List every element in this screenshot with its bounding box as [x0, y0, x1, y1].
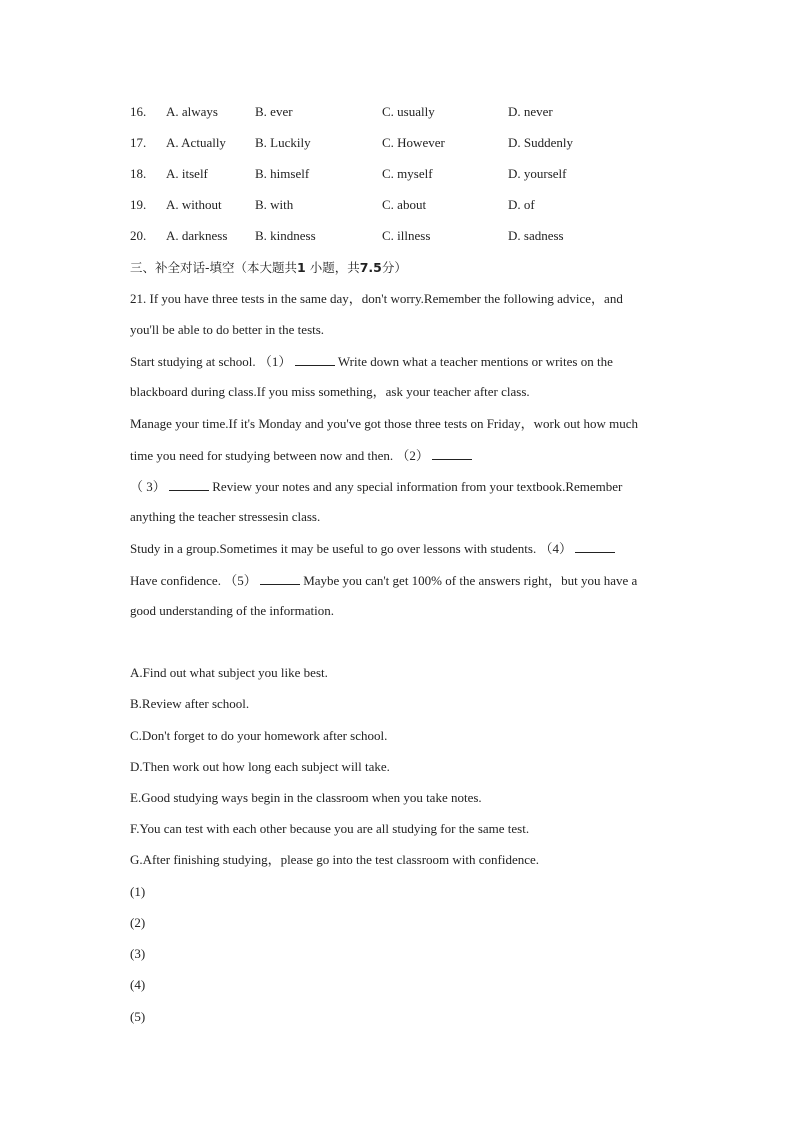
- option-item: B.Review after school.: [130, 696, 250, 711]
- option-b: B. Luckily: [255, 135, 311, 150]
- option-item: F.You can test with each other because you are all studying for the same test.: [130, 821, 530, 836]
- passage-line: 21. If you have three tests in the same day，don't worry.Remember the following advice，and: [130, 291, 623, 306]
- option-item: D.Then work out how long each subject will take.: [130, 759, 390, 774]
- answer-blank[interactable]: [260, 572, 300, 585]
- passage-line: anything the teacher stressesin class.: [130, 509, 321, 524]
- answer-label[interactable]: (2): [130, 915, 146, 930]
- option-item: E.Good studying ways begin in the classroom when you take notes.: [130, 790, 482, 805]
- option-b: B. kindness: [255, 228, 316, 243]
- passage-line: you'll be able to do better in the tests.: [130, 322, 325, 337]
- passage-line: Start studying at school. （1） Write down what a teacher mentions or writes on the: [130, 354, 613, 369]
- option-c: C. about: [382, 197, 427, 212]
- answer-blank[interactable]: [295, 353, 335, 366]
- option-c: C. illness: [382, 228, 431, 243]
- option-d: D. never: [508, 104, 553, 119]
- answer-label[interactable]: (1): [130, 884, 146, 899]
- option-item: G.After finishing studying，please go into the test classroom with confidence.: [130, 852, 540, 867]
- passage-line: good understanding of the information.: [130, 603, 334, 618]
- answer-label[interactable]: (3): [130, 946, 146, 961]
- score-value: 7.5: [359, 260, 382, 275]
- option-d: D. yourself: [508, 166, 567, 181]
- question-number: 20.: [130, 228, 147, 243]
- answer-blank[interactable]: [575, 540, 615, 553]
- option-b: B. ever: [255, 104, 293, 119]
- passage-line: blackboard during class.If you miss something，ask your teacher after class.: [130, 384, 530, 399]
- option-d: D. sadness: [508, 228, 564, 243]
- passage-line: Study in a group.Sometimes it may be useful to go over lessons with students. （4）: [130, 540, 615, 557]
- option-b: B. himself: [255, 166, 310, 181]
- option-item: C.Don't forget to do your homework after school.: [130, 728, 388, 743]
- passage-line: Manage your time.If it's Monday and you've got those three tests on Friday，work out how much: [130, 416, 638, 431]
- option-a: A. itself: [166, 166, 208, 181]
- question-number: 17.: [130, 135, 147, 150]
- passage-line: Have confidence. （5） Maybe you can't get 100% of the answers right，but you have a: [130, 573, 638, 588]
- answer-blank[interactable]: [169, 478, 209, 491]
- question-number: 18.: [130, 166, 147, 181]
- option-a: A. darkness: [166, 228, 228, 243]
- option-c: C. usually: [382, 104, 435, 119]
- answer-blank[interactable]: [432, 447, 472, 460]
- option-b: B. with: [255, 197, 294, 212]
- question-number: 19.: [130, 197, 147, 212]
- option-d: D. of: [508, 197, 535, 212]
- passage-line: （ 3） Review your notes and any special information from your textbook.Remember: [130, 479, 623, 494]
- question-count: 1: [297, 260, 306, 275]
- answer-label[interactable]: (5): [130, 1009, 146, 1024]
- question-number: 16.: [130, 104, 147, 119]
- passage-line: time you need for studying between now and then. （2）: [130, 447, 472, 464]
- answer-label[interactable]: (4): [130, 977, 146, 992]
- option-item: A.Find out what subject you like best.: [130, 665, 328, 680]
- section-heading: 三、补全对话-填空（本大题共1 小题，共7.5分）: [130, 260, 407, 275]
- option-d: D. Suddenly: [508, 135, 573, 150]
- option-a: A. Actually: [166, 135, 226, 150]
- option-a: A. without: [166, 197, 222, 212]
- option-c: C. myself: [382, 166, 433, 181]
- option-a: A. always: [166, 104, 218, 119]
- option-c: C. However: [382, 135, 445, 150]
